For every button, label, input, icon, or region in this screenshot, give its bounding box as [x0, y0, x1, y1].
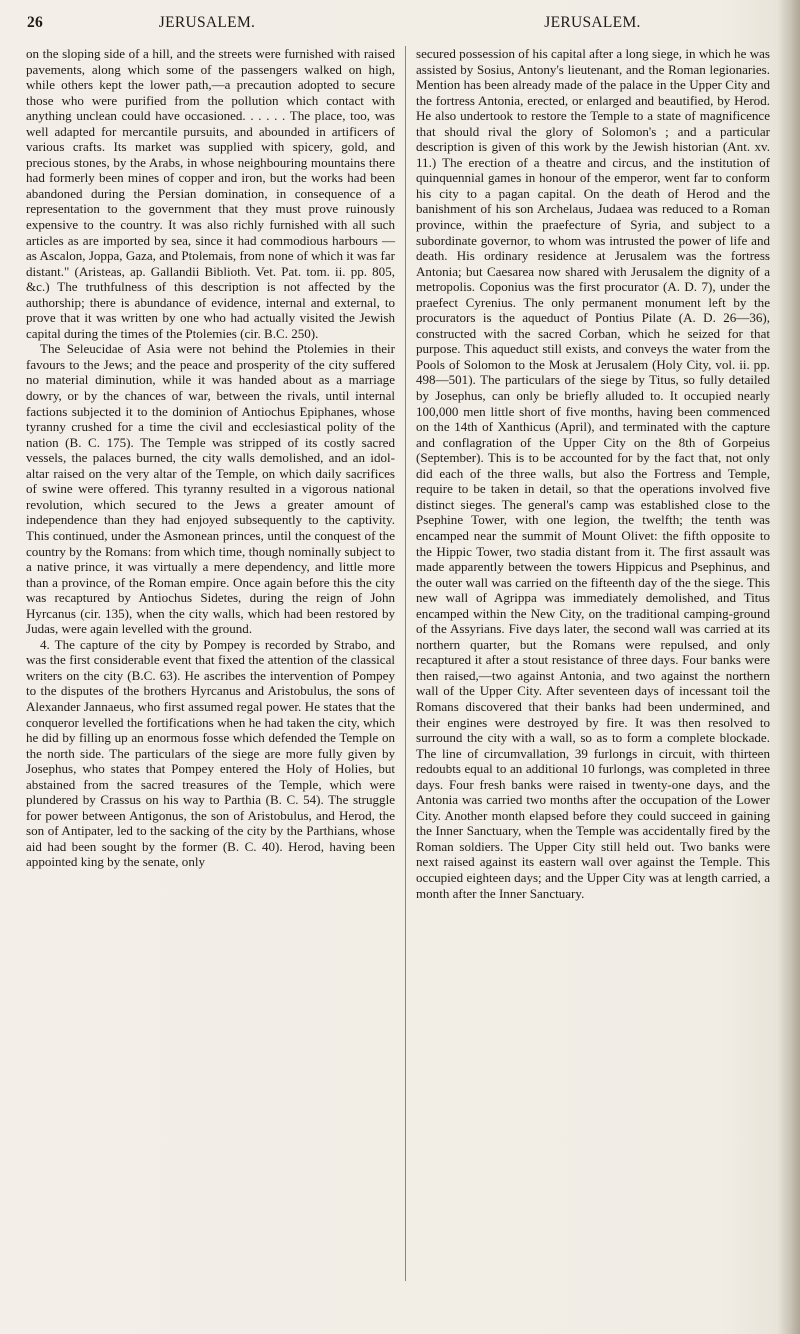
paragraph: The Seleucidae of Asia were not behind the Ptolemies in their favours to the Jews; and the peace and prosperity of the city suffered no material diminution, while it was handed about as a marriage dowry, or by the chances of war, between the rivals, until internal factions subjected it to the dominion of Antiochus Epiphanes, whose tyranny crushed for a time the civil and ecclesiastical polity of the nation (B. C. 175). The Temple was stripped of its costly sacred vessels, the palaces burned, the city walls demolished, and an idol-altar raised on the very altar of the Temple, on which daily sacrifices of swine were offered. This tyranny resulted in a vigorous national revolution, which secured to the Jews a greater amount of independence than they had enjoyed subsequently to the captivity. This continued, under the Asmonean princes, until the conquest of the country by the Romans: from which time, though nominally subject to a native prince, it was virtually a mere dependency, and little more than a province, of the Roman empire. Once again before this the city was recaptured by Antiochus Sidetes, during the reign of John Hyrcanus (cir. 135), when the city walls, which had been restored by Judas, were again levelled with the ground. [26, 341, 395, 637]
paragraph: secured possession of his capital after a long siege, in which he was assisted by Sosius, Antony's lieutenant, and the Roman legionaries. Mention has been already made of the palace in the Upper City and the fortress Antonia, erected, or enlarged and beautified, by Herod. He also undertook to restore the Temple to a state of magnificence that should rival the glory of Solomon's ; and a particular description is given of this work by the Jewish historian (Ant. xv. 11.) The erection of a theatre and circus, and the institution of quinquennial games in honour of the emperor, went far to conform his city to a pagan capital. On the death of Herod and the banishment of his son Archelaus, Judaea was reduced to a Roman province, within the praefecture of Syria, and subject to a subordinate governor, to whom was intrusted the power of life and death. His ordinary residence at Jerusalem was the fortress Antonia; but Caesarea now shared with Jerusalem the dignity of a metropolis. Coponius was the first procurator (A. D. 7), under the praefect Cyrenius. The only permanent monument left by the procurators is the aqueduct of Pontius Pilate (A. D. 26—36), constructed with the sacred Corban, which he seized for that purpose. This aqueduct still exists, and conveys the water from the Pools of Solomon to the Mosk at Jerusalem (Holy City, vol. ii. pp. 498—501). The particulars of the siege by Titus, so fully detailed by Josephus, can only be briefly alluded to. It occupied nearly 100,000 men little short of five months, having been commenced on the 14th of Xanthicus (April), and terminated with the capture and conflagration of the Upper City on the 8th of Gorpeius (September). This is to be accounted for by the fact that, not only did each of the three walls, but also the Fortress and Temple, require to be taken in detail, so that the operations involved five distinct sieges. The general's camp was established close to the Psephine Tower, with one legion, the twelfth; the tenth was encamped near the summit of Mount Olivet: the fifth opposite to the Hippic Tower, two stadia distant from it. The first assault was made apparently between the towers Hippicus and Psephinus, and the outer wall was carried on the fifteenth day of the the siege. This new wall of Agrippa was immediately demolished, and Titus encamped within the New City, on the traditional camping-ground of the Assyrians. Five days later, the second wall was carried at its northern quarter, but the Romans were repulsed, and only recaptured it after a stout resistance of three days. Four banks were then raised,—two against Antonia, and two against the northern wall of the Upper City. After seventeen days of incessant toil the Romans discovered that their banks had been undermined, and their engines were destroyed by fire. It was then resolved to surround the city with a wall, so as to form a complete blockade. The line of circumvallation, 39 furlongs in circuit, with thirteen redoubts equal to an additional 10 furlongs, was completed in three days. Four fresh banks were raised in twenty-one days, and the Antonia was carried two months after the occupation of the Lower City. Another month elapsed before they could succeed in gaining the Inner Sanctuary, when the Temple was accidentally fired by the Roman soldiers. The Upper City still held out. Two banks were next raised against its eastern wall over against the Temple. This occupied eighteen days; and the Upper City was at length carried, a month after the Inner Sanctuary. [416, 46, 770, 901]
running-head-left: JERUSALEM. [158, 14, 256, 31]
paragraph: 4. The capture of the city by Pompey is recorded by Strabo, and was the first considerable event that fixed the attention of the classical writers on the city (B.C. 63). He ascribes the intervention of Pompey to the disputes of the brothers Hyrcanus and Aristobulus, the sons of Alexander Jannaeus, who first assumed regal power. He states that the conqueror levelled the fortifications when he had taken the city, which he did by filling up an enormous fosse which defended the Temple on the north side. The particulars of the siege are more fully given by Josephus, who states that Pompey entered the Holy of Holies, but abstained from the sacred treasures of the Temple, which were plundered by Crassus on his way to Parthia (B. C. 54). The struggle for power between Antigonus, the son of Aristobulus, and Herod, the son of Antipater, led to the sacking of the city by the Parthians, whose aid had been sought by the former (B. C. 40). Herod, having been appointed king by the senate, only [26, 636, 395, 870]
right-column [416, 46, 770, 901]
paragraph: on the sloping side of a hill, and the streets were furnished with raised pavements, along which some of the passengers walked on high, while others kept the lower path,—a precaution adopted to secure those who were purified from the pollution which contact with anything unclean could have occasioned. . . . . . The place, too, was well adapted for mercantile pursuits, and abounded in artificers of various crafts. Its market was supplied with spicery, gold, and precious stones, by the Arabs, in whose neighbouring mountains there had formerly been mines of copper and iron, but the works had been abandoned during the Persian domination, in consequence of a representation to the government that they must prove ruinously expensive to the country. It was also richly furnished with all such articles as are imported by sea, since it had commodious harbours — as Ascalon, Joppa, Gaza, and Ptolemais, from none of which it was far distant." (Aristeas, ap. Gallandii Biblioth. Vet. Pat. tom. ii. pp. 805, &c.) The truthfulness of this description is not affected by the authorship; there is abundance of evidence, internal and external, to prove that it was written by one who had actually visited the Jewish capital during the times of the Ptolemies (cir. B.C. 250). [26, 46, 395, 341]
left-column [26, 46, 395, 870]
page-number: 26 [27, 14, 44, 31]
column-divider [405, 46, 406, 1281]
running-head-right: JERUSALEM. [544, 14, 641, 31]
page-header [0, 14, 800, 40]
page-edge-shadow [778, 0, 800, 1334]
